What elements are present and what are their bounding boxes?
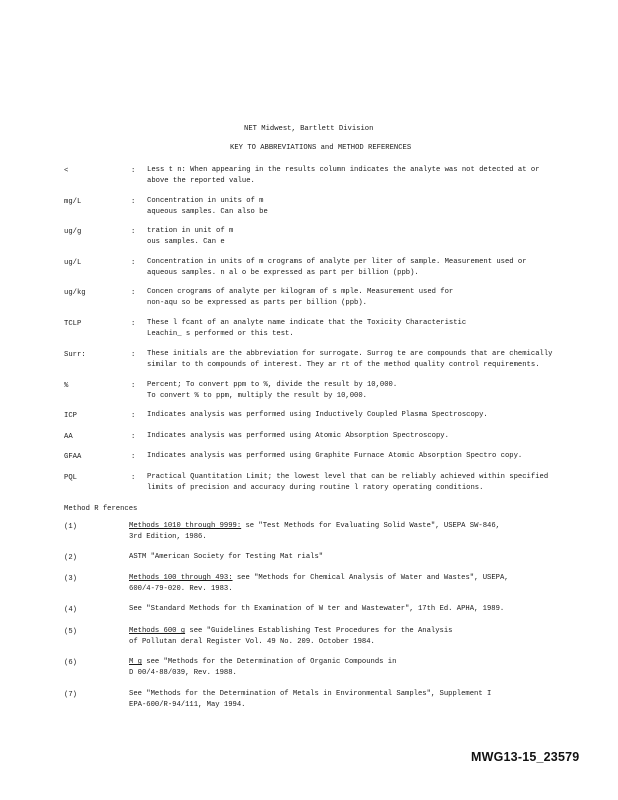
reference-number: (1) [64,523,77,531]
definition-line: Practical Quantitation Limit; the lowest level that can be reliably achieved within specified [147,473,549,481]
definition-line: limits of precision and accuracy during routine l ratory operating conditions. [147,484,484,492]
reference-number: (5) [64,628,77,636]
abbreviation-term: ug/g [64,228,82,236]
separator-colon: : [131,474,136,482]
separator-colon: : [131,320,136,328]
reference-line: See "Methods for the Determination of Metals in Environmental Samples", Supplement I [129,690,492,698]
reference-line [129,657,599,668]
definition-line: To convert % to ppm, multiply the result by 10,000. [147,392,367,400]
reference-line-rest: se "Test Methods for Evaluating Solid Waste", USEPA SW-846, [241,522,500,530]
reference-number: (3) [64,575,77,583]
definition-line: tration in unit of m [147,227,234,235]
abbreviation-definition [147,410,607,421]
document-title: NET Midwest, Bartlett Division [244,125,374,133]
abbreviation-term: Surr: [64,351,86,359]
document-id-stamp: MWG13-15_23579 [471,750,580,764]
separator-colon: : [131,228,136,236]
reference-number: (2) [64,554,77,562]
definition-line: Leachin_ s performed or this test. [147,330,294,338]
reference-text [129,689,599,711]
abbreviation-term: GFAA [64,453,82,461]
separator-colon: : [131,412,136,420]
abbreviation-definition [147,431,607,442]
method-references-heading: Method R ferences [64,505,138,513]
reference-line: D 00/4-88/039, Rev. 1988. [129,669,237,677]
abbreviation-definition [147,257,607,279]
definition-line: Concen crograms of analyte per kilogram of s mple. Measurement used for [147,288,454,296]
abbreviation-term: mg/L [64,198,82,206]
reference-number: (4) [64,606,77,614]
definition-line: These initials are the abbreviation for surrogate. Surrog te are compounds that are chemically [147,350,553,358]
definition-line: Percent; To convert ppm to %, divide the result by 10,000. [147,381,398,389]
method-range-link: Methods 600 g [129,627,186,635]
definition-line: similar to th compounds of interest. They ar rt of the method quality control requirements. [147,361,540,369]
reference-line-rest: see "Guidelines Establishing Test Procedures for the Analysis [185,627,453,635]
reference-line: ASTM "American Society for Testing Mat rials" [129,553,324,561]
definition-line: aqueous samples. Can also be [147,208,268,216]
definition-line: Concentration in units of m crograms of analyte per liter of sample. Measurement used or [147,258,527,266]
reference-line [129,521,599,532]
abbreviation-term: AA [64,433,73,441]
definition-line: Indicates analysis was performed using Graphite Furnace Atomic Absorption Spectro copy. [147,452,523,460]
reference-line [129,573,599,584]
reference-number: (6) [64,659,77,667]
definition-line: Indicates analysis was performed using Inductively Coupled Plasma Spectroscopy. [147,411,488,419]
abbreviation-term: ICP [64,412,77,420]
abbreviation-definition [147,472,607,494]
method-range-link: Methods 1010 through 9999: [129,522,242,530]
definition-line: non-aqu so be expressed as parts per billion (ppb). [147,299,367,307]
reference-text [129,573,599,595]
abbreviation-term: PQL [64,474,77,482]
abbreviation-definition [147,349,607,371]
separator-colon: : [131,382,136,390]
abbreviation-definition [147,226,607,248]
abbreviation-term: TCLP [64,320,82,328]
method-range-link: M g [129,658,142,666]
reference-text [129,604,599,615]
abbreviation-definition [147,380,607,402]
abbreviation-term: ug/kg [64,289,86,297]
separator-colon: : [131,167,136,175]
definition-line: Indicates analysis was performed using Atomic Absorption Spectroscopy. [147,432,449,440]
reference-text [129,552,599,563]
separator-colon: : [131,453,136,461]
abbreviation-definition [147,451,607,462]
abbreviation-definition [147,287,607,309]
document-subtitle: KEY TO ABBREVIATIONS and METHOD REFERENCES [230,144,412,152]
reference-line: of Pollutan deral Register Vol. 49 No. 209. October 1984. [129,638,375,646]
reference-text [129,657,599,679]
reference-line: 3rd Edition, 1986. [129,533,207,541]
method-range-link: Methods 100 through 493: [129,574,233,582]
abbreviation-term: ug/L [64,259,82,267]
separator-colon: : [131,351,136,359]
reference-text [129,521,599,543]
reference-line: EPA-600/R-94/111, May 1994. [129,701,246,709]
separator-colon: : [131,198,136,206]
abbreviation-term: % [64,382,69,390]
abbreviation-definition [147,196,607,218]
reference-line-rest: see "Methods for Chemical Analysis of Water and Wastes", USEPA, [232,574,509,582]
abbreviation-term: < [64,167,69,175]
separator-colon: : [131,433,136,441]
reference-line-rest: see "Methods for the Determination of Organic Compounds in [141,658,397,666]
abbreviation-definition [147,318,607,340]
reference-text [129,626,599,648]
definition-line: ous samples. Can e [147,238,225,246]
reference-number: (7) [64,691,77,699]
definition-line: above the reported value. [147,177,255,185]
separator-colon: : [131,289,136,297]
definition-line: aqueous samples. n al o be expressed as part per billion (ppb). [147,269,419,277]
separator-colon: : [131,259,136,267]
definition-line: Concentration in units of m [147,197,264,205]
reference-line: 600/4-79-020. Rev. 1983. [129,585,233,593]
reference-line: See "Standard Methods for th Examination of W ter and Wastewater", 17th Ed. APHA, 1989. [129,605,505,613]
definition-line: These l fcant of an analyte name indicate that the Toxicity Characteristic [147,319,467,327]
reference-line [129,626,599,637]
definition-line: Less t n: When appearing in the results column indicates the analyte was not detected at or [147,166,540,174]
abbreviation-definition [147,165,607,187]
